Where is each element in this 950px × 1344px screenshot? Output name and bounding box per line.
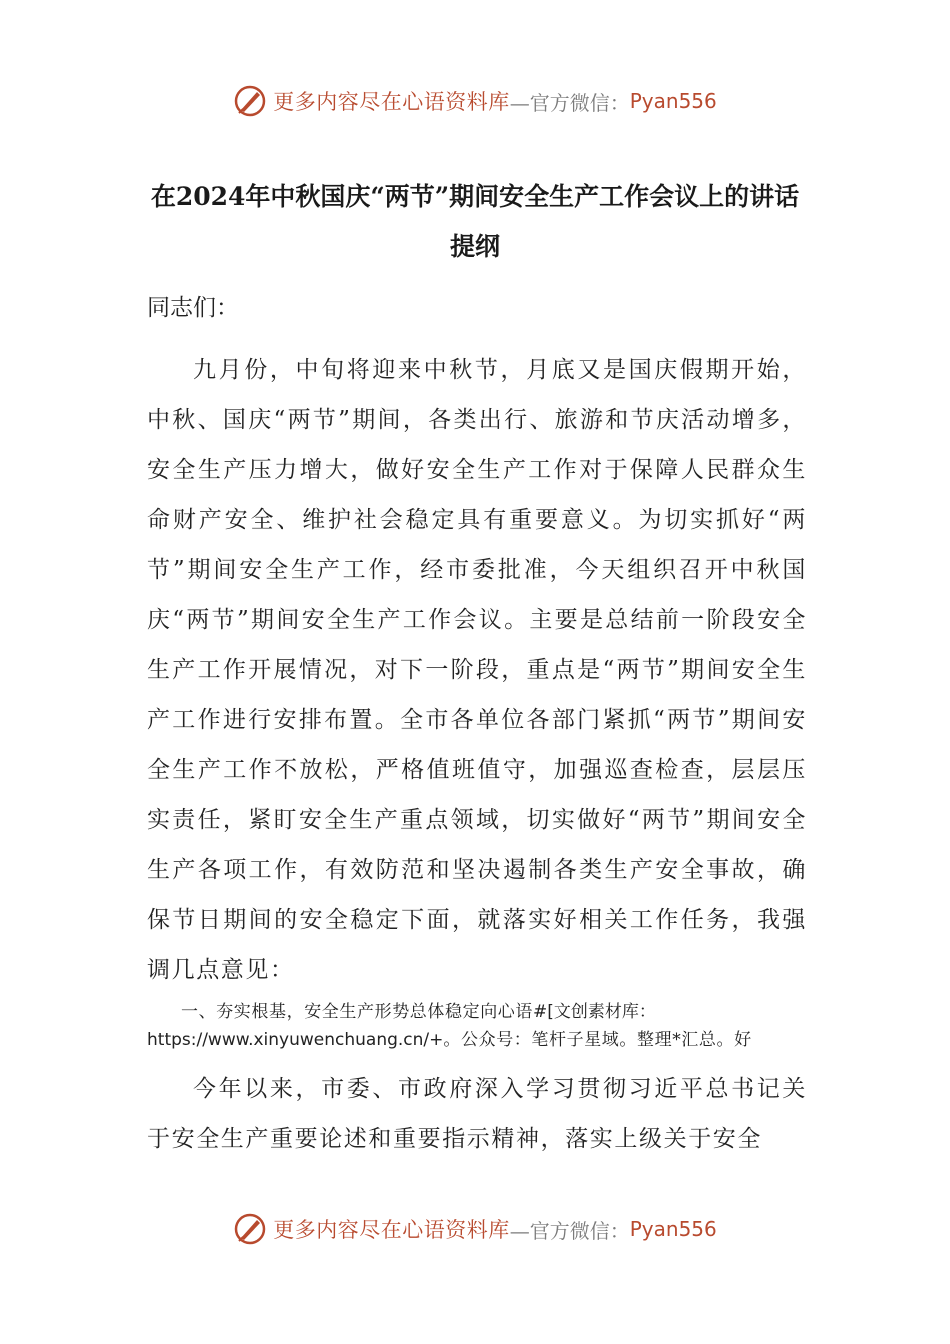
- section-heading-prefix: 一、夯实根基，安全生产形势总体稳定向心语: [181, 1002, 533, 1022]
- quill-logo-icon: [233, 84, 267, 118]
- body-paragraph-1: 九月份，中旬将迎来中秋节，月底又是国庆假期开始，中秋、国庆“两节”期间，各类出行、旅游和节庆活动增多，安全生产压力增大，做好安全生产工作对于保障人民群众生命财产安全、维护社会稳定具有重要意义。为切实抓好“两节”期间安全生产工作，经市委批准，今天组织召开中秋国庆“两节”期间安全生产工作会议。主要是总结前一阶段安全生产工作开展情况，对下一阶段，重点是“两节”期间安全生产工作进行安排布置。全市各单位各部门紧抓“两节”期间安全生产工作不放松，严格值班值守，加强巡查检查，层层压实责任，紧盯安全生产重点领域，切实做好“两节”期间安全生产各项工作，有效防范和坚决遏制各类生产安全事故，确保节日期间的安全稳定下面，就落实好相关工作任务，我强调几点意见：: [147, 357, 807, 983]
- header-banner: [0, 84, 950, 118]
- body-paragraph-2: 今年以来，市委、市政府深入学习贯彻习近平总书记关于安全生产重要论述和重要指示精神，落实上级关于安全: [147, 1076, 807, 1152]
- quill-logo-icon: [233, 1212, 267, 1246]
- banner-wechat-id: Pyan556: [629, 1217, 717, 1241]
- banner-wechat-id: Pyan556: [629, 89, 717, 113]
- banner-brand: 更多内容尽在心语资料库: [273, 1218, 510, 1242]
- banner-official-label: —官方微信：: [509, 1218, 630, 1243]
- document-title: 在2024年中秋国庆“两节”期间安全生产工作会议上的讲话提纲: [150, 182, 800, 261]
- footer-banner: [0, 1212, 950, 1246]
- section-heading-suffix: 。公众号：笔杆子星域。整理*汇总。好: [443, 1030, 752, 1050]
- banner-brand: 更多内容尽在心语资料库: [273, 90, 510, 114]
- section-heading-1: [147, 998, 809, 1054]
- salutation: 同志们：: [147, 295, 239, 321]
- section-heading-link[interactable]: #[文创素材库：https://www.xinyuwenchuang.cn/+: [147, 1002, 656, 1050]
- banner-official-label: —官方微信：: [509, 90, 630, 115]
